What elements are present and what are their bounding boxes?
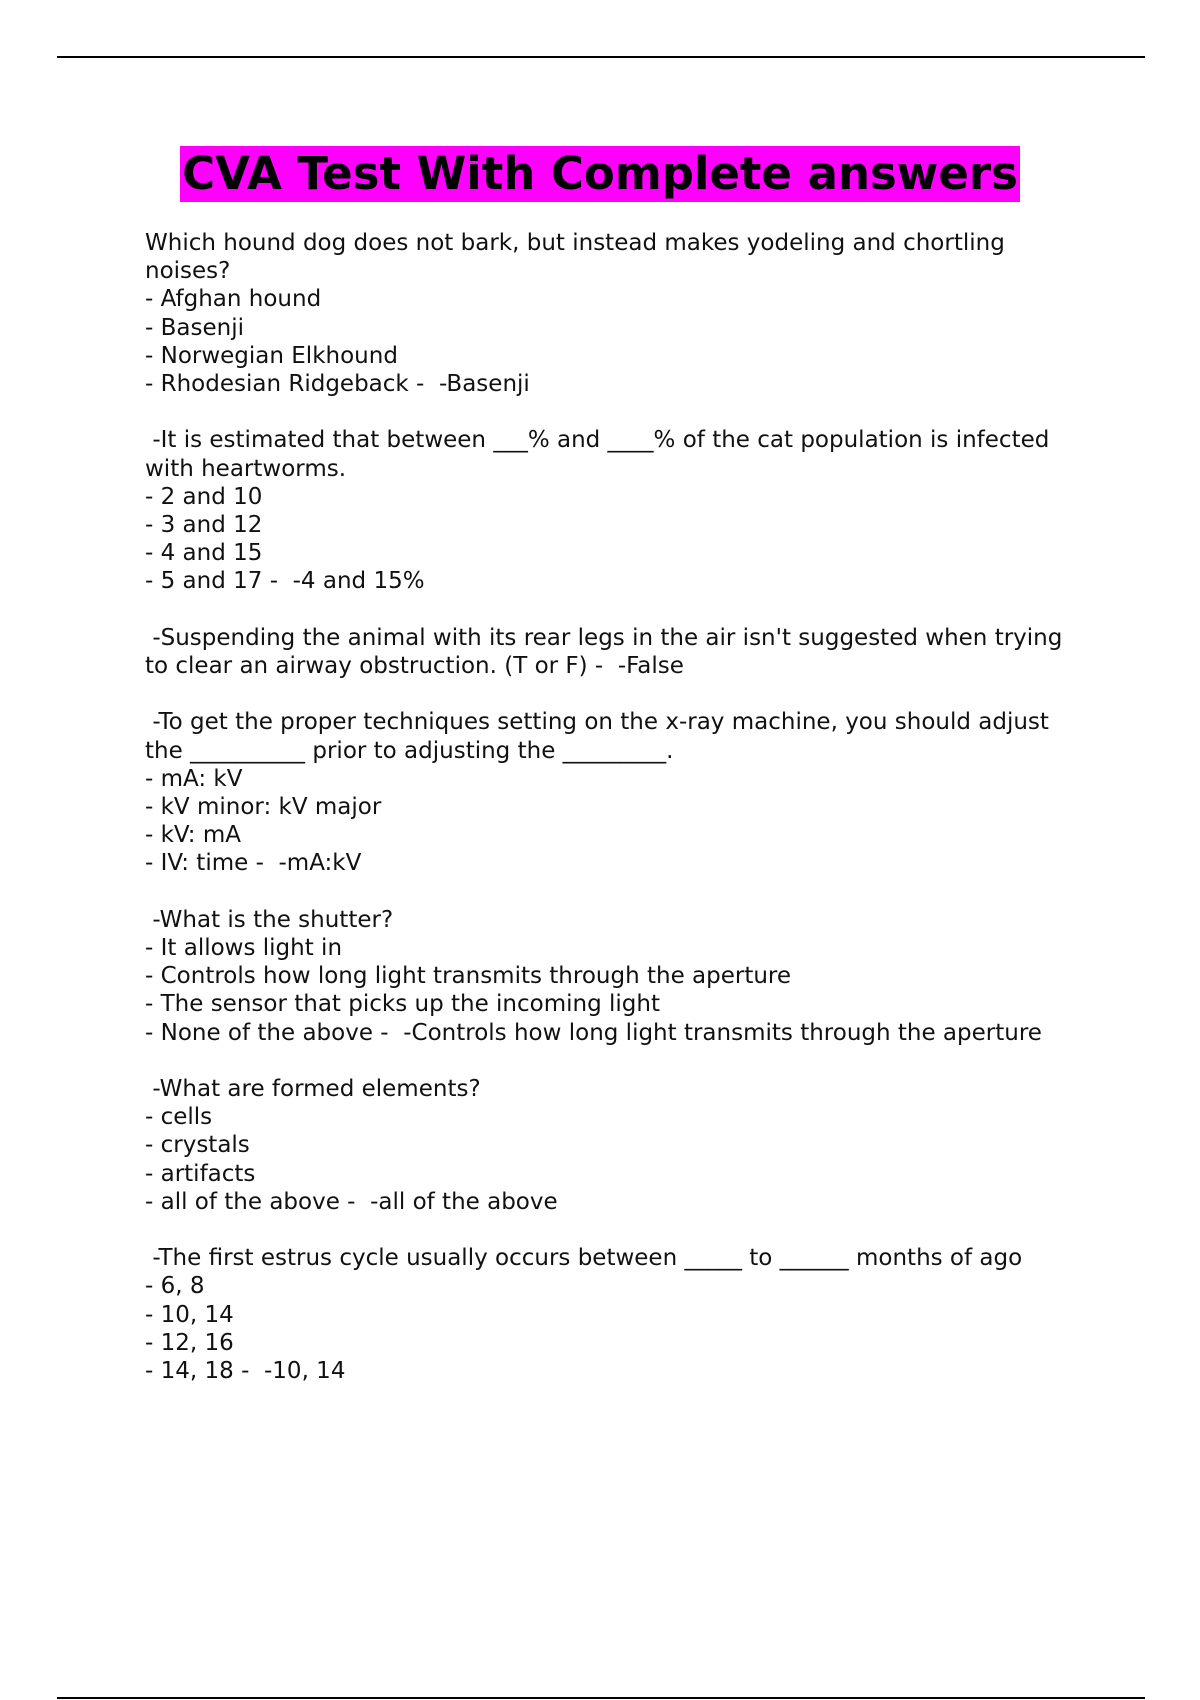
answer-option: - Norwegian Elkhound [145,342,398,369]
answer-option: - kV minor: kV major [145,794,382,821]
question-text: -It is estimated that between ___% and ____% of the cat population is infected with heartworms. [145,427,1057,482]
answer-option: - Rhodesian Ridgeback - -Basenji [145,371,530,398]
question-block [145,708,1080,877]
answer-option: - cells [145,1104,213,1131]
answer-option: - 4 and 15 [145,540,263,567]
answer-option: - Basenji [145,314,244,341]
answer-option: - Controls how long light transmits through the aperture [145,963,792,990]
answer-option: - IV: time - -mA:kV [145,850,362,877]
question-block [145,1075,1080,1216]
bottom-rule [57,1697,1145,1699]
answer-option: - 6, 8 [145,1273,205,1300]
document-title: CVA Test With Complete answers [182,147,1018,200]
answer-option: - It allows light in [145,935,343,962]
question-block [145,426,1080,595]
answer-option: - None of the above - -Controls how long light transmits through the aperture [145,1019,1042,1046]
question-block [145,906,1080,1047]
answer-option: - 12, 16 [145,1329,234,1356]
answer-option: - 5 and 17 - -4 and 15% [145,568,425,595]
answer-option: - 2 and 10 [145,483,263,510]
top-rule [57,56,1145,58]
question-text: -The first estrus cycle usually occurs between _____ to ______ months of ago [145,1245,1023,1272]
document-body [145,229,1080,1413]
question-text: -Suspending the animal with its rear legs in the air isn't suggested when trying to clear an airway obstruction. (T or F) - -False [145,624,1070,680]
answer-option: - mA: kV [145,765,243,792]
answer-option: - artifacts [145,1160,256,1187]
question-text: -What is the shutter? [145,906,394,933]
answer-option: - 3 and 12 [145,512,263,539]
title-wrap [0,146,1200,202]
answer-option: - kV: mA [145,822,241,849]
question-block [145,229,1080,398]
question-text: -What are formed elements? [145,1076,481,1103]
question-block [145,624,1080,680]
answer-option: - all of the above - -all of the above [145,1188,558,1215]
question-text: Which hound dog does not bark, but instead makes yodeling and chortling noises? [145,230,1013,285]
answer-option: - crystals [145,1132,250,1159]
question-text: -To get the proper techniques setting on the x-ray machine, you should adjust the __________ prior to adjusting the _________. [145,709,1057,764]
answer-option: - 14, 18 - -10, 14 [145,1358,346,1385]
answer-option: - The sensor that picks up the incoming light [145,991,660,1018]
answer-option: - 10, 14 [145,1301,234,1328]
question-block [145,1244,1080,1385]
answer-option: - Afghan hound [145,286,322,313]
